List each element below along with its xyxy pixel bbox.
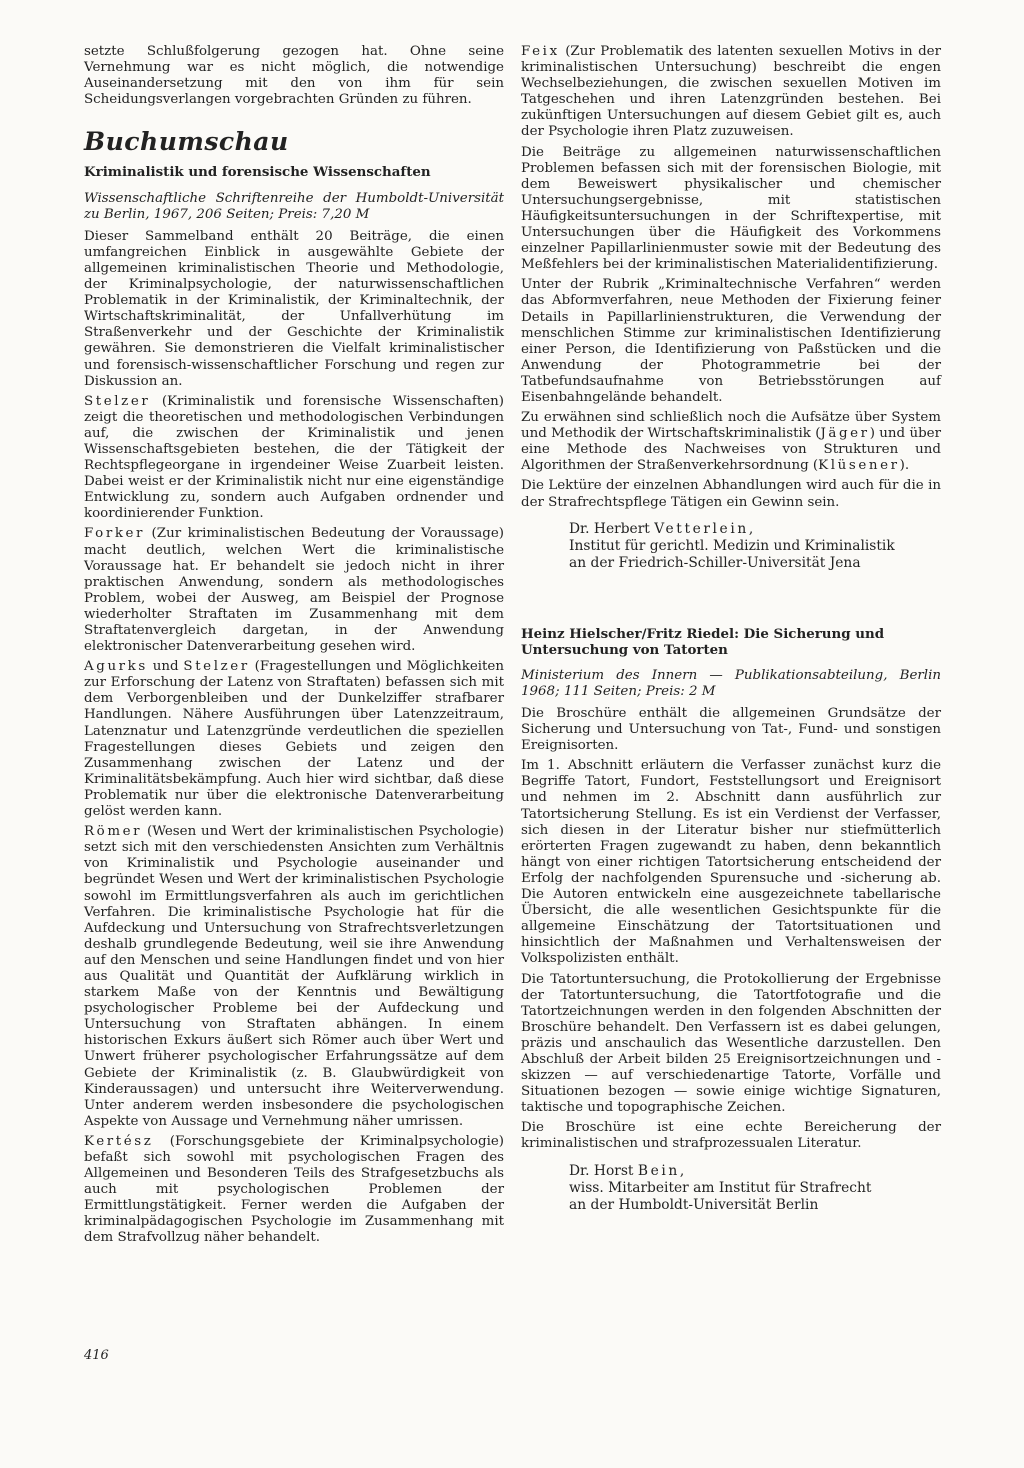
paragraph-brochure-conclusion: Die Broschüre ist eine echte Bereicherung der kriminalistischen und strafprozessualen Literatur. bbox=[521, 1120, 941, 1152]
paragraph-agurks-stelzer bbox=[84, 659, 504, 820]
paragraph-text: (Zur Problematik des latenten sexuellen Motivs in der kriminalistischen Untersuchung) beschreibt die engen Wechselbeziehungen, die zwischen sexuellen Motiven im Tatgeschehen und ihren Latenzgründen bestehen. Bei zukünftigen Untersuchungen auf diesem Gebiet gilt es, auch der Psychologie ihren Platz zuzuweisen. bbox=[521, 44, 941, 140]
left-column bbox=[84, 44, 504, 1251]
author-name: Agurks bbox=[84, 659, 148, 675]
paragraph-text: (Fragestellungen und Möglichkeiten zur Erforschung der Latenz von Straftaten) befassen sich mit dem Verborgenbleiben und der Dunkelziffer strafbarer Handlungen. Nähere Ausführungen über Latenzzeitraum, Latenznatur und Latenzgründe verdeutlichen die speziellen Fragestellungen dieses Gebiets und zeigen den Zusammenhang zwischen der Latenz und der Kriminalitätsbekämpfung. Auch hier wird sichtbar, daß diese Problematik nur über die elektronische Datenverarbeitung gelöst werden kann. bbox=[84, 659, 504, 820]
section-heading: Buchumschau bbox=[84, 127, 289, 157]
intro-paragraph: setzte Schlußfolgerung gezogen hat. Ohne seine Vernehmung war es nicht möglich, die notwendige Auseinandersetzung mit den von ihm für sein Scheidungsverlangen vorgebrachten Gründen zu führen. bbox=[84, 44, 504, 108]
signature-affiliation: an der Friedrich-Schiller-Universität Jena bbox=[569, 554, 861, 571]
review-title: Kriminalistik und forensische Wissenschaften bbox=[84, 164, 431, 181]
paragraph-text: Zu erwähnen sind schließlich noch die Aufsätze über System und Methodik der Wirtschaftskriminalistik ( bbox=[521, 410, 941, 442]
author-name: Stelzer bbox=[84, 393, 151, 409]
signature-title: Dr. Herbert bbox=[569, 520, 655, 537]
author-name: Feix bbox=[521, 44, 560, 59]
publication-info: Wissenschaftliche Schriftenreihe der Humboldt-Universität zu Berlin, 1967, 206 Seiten; Preis: 7,20 M bbox=[84, 190, 504, 222]
paragraph-text: ). bbox=[899, 458, 910, 474]
page-number: 416 bbox=[84, 1348, 109, 1363]
paragraph-technical: Unter der Rubrik „Kriminaltechnische Verfahren“ werden das Abformverfahren, neue Methoden der Fixierung feiner Details in Papillarlinienstrukturen, die Verwendung der menschlichen Stimme zur kriminalistischen Identifizierung einer Person, die Identifizierung von Paßstücken und die Anwendung der Photogrammetrie bei der Tatbefundsaufnahme von Betriebsstörungen auf Eisenbahngelände behandelt. bbox=[521, 277, 941, 405]
paragraph-further bbox=[521, 410, 941, 474]
author-name: Stelzer bbox=[183, 659, 250, 675]
paragraph-text: (Kriminalistik und forensische Wissenschaften) zeigt die theoretischen und methodologischen Verbindungen auf, die zwischen der Kriminalistik und jenen Wissenschaftsgebieten bestehen, die der Tätigkeit der Rechtspflegeorgane in irgendeiner Weise Zuarbeit leisten. Dabei weist er der Kriminalistik nicht nur eine eigenständige Entwicklung zu, sondern auch Aufgaben ordnender und koordinierender Funktion. bbox=[84, 393, 504, 522]
signature-title: Dr. Horst bbox=[569, 1162, 638, 1179]
author-name: Forker bbox=[84, 526, 146, 542]
paragraph-text: (Wesen und Wert der kriminalistischen Psychologie) setzt sich mit den verschiedensten Ansichten zum Verhältnis von Kriminalistik und Psychologie auseinander und begründet Wesen und Wert der kriminalistischen Psychologie sowohl im Ermittlungsverfahren als auch im gerichtlichen Verfahren. Die kriminalistische Psychologie hat für die Aufdeckung und Untersuchung von Strafrechtsverletzungen deshalb grundlegende Bedeutung, weil sie ihre Anwendung auf den Menschen und seine Handlungen findet und von hier aus Qualität und Quantität der Aufklärung wirklich in starkem Maße von der Kenntnis und Bewältigung psychologischer Probleme bei der Aufdeckung und Untersuchung von Straftaten abhängen. In einem historischen Exkurs äußert sich Römer auch über Wert und Unwert früherer psychologischer Erfahrungssätze auf dem Gebiete der Kriminalistik (z. B. Glaubwürdigkeit von Kinderaussagen) und untersucht ihre Weiterverwendung. Unter anderem werden insbesondere die psychologischen Aspekte von Aussage und Vernehmung näher umrissen. bbox=[84, 824, 504, 1129]
signature-affiliation: an der Humboldt-Universität Berlin bbox=[569, 1196, 819, 1213]
paragraph-feix bbox=[521, 44, 941, 141]
paragraph-kertesz bbox=[84, 1134, 504, 1247]
paragraph-conclusion: Die Lektüre der einzelnen Abhandlungen wird auch für die in der Strafrechtspflege Tätigen ein Gewinn sein. bbox=[521, 478, 941, 510]
review-title: Heinz Hielscher/Fritz Riedel: Die Sicherung und Untersuchung von Tatorten bbox=[521, 625, 885, 658]
signature-name: Vetterlein bbox=[654, 520, 749, 537]
paragraph-roemer bbox=[84, 824, 504, 1130]
paragraph-stelzer bbox=[84, 394, 504, 523]
paragraph-natural-science: Die Beiträge zu allgemeinen naturwissenschaftlichen Problemen befassen sich mit der forensischen Biologie, mit dem Beweiswert physikalischer und chemischer Untersuchungsergebnisse, mit statistischen Häufigkeitsuntersuchungen in der Schriftexpertise, mit Untersuchungen über die Häufigkeit des Vorkommens einzelner Papillarlinienmuster sowie mit der Bedeutung des Meßfehlers bei der kriminalistischen Materialidentifizierung. bbox=[521, 144, 941, 273]
signature-bein bbox=[569, 1163, 941, 1214]
author-name: Jäger bbox=[820, 426, 870, 442]
author-name: Römer bbox=[84, 824, 143, 840]
signature-name-line bbox=[569, 521, 941, 538]
paragraph-text: ) und über eine Methode des Nachweises von Strukturen und Algorithmen der Straßenverkehrsordnung ( bbox=[521, 426, 941, 474]
paragraph-brochure-investigation: Die Tatortuntersuchung, die Protokollierung der Ergebnisse der Tatortuntersuchung, die Tatortfotografie und die Tatortzeichnungen werden in den folgenden Abschnitten der Broschüre behandelt. Den Verfassern ist es dabei gelungen, präzis und anschaulich das Wesentliche darzustellen. Den Abschluß der Arbeit bilden 25 Ereignisortzeichnungen und -skizzen — auf verschiedenartige Tatorte, Vorfälle und Situationen bezogen — sowie einige wichtige Signaturen, taktische und topographische Zeichen. bbox=[521, 971, 941, 1116]
conjunction: und bbox=[147, 659, 184, 675]
signature-comma: , bbox=[748, 520, 754, 537]
spacer bbox=[521, 572, 941, 626]
author-name: Klüsener bbox=[818, 458, 900, 474]
paragraph-brochure-intro: Die Broschüre enthält die allgemeinen Grundsätze der Sicherung und Untersuchung von Tat-, Fund- und sonstigen Ereignisorten. bbox=[521, 706, 941, 754]
paragraph-summary: Dieser Sammelband enthält 20 Beiträge, die einen umfangreichen Einblick in ausgewählte Gebiete der allgemeinen kriminalistischen Theorie und Methodologie, der Kriminalpsychologie, der naturwissenschaftlichen Problematik in der Kriminalistik, der Kriminaltechnik, der Wirtschaftskriminalität, der Unfallverhütung im Straßenverkehr und der Geschichte der Kriminalistik gewähren. Sie demonstrieren die Vielfalt kriminalistischer und forensisch-wissenschaftlicher Forschung und regen zur Diskussion an. bbox=[84, 228, 504, 389]
paragraph-forker bbox=[84, 526, 504, 655]
signature-comma: , bbox=[679, 1162, 685, 1179]
signature-affiliation: Institut für gerichtl. Medizin und Kriminalistik bbox=[569, 537, 895, 554]
publication-info: Ministerium des Innern — Publikationsabteilung, Berlin 1968; 111 Seiten; Preis: 2 M bbox=[521, 667, 941, 699]
signature-name-line bbox=[569, 1163, 941, 1180]
signature-affiliation: wiss. Mitarbeiter am Institut für Strafrecht bbox=[569, 1179, 872, 1196]
author-name: Kertész bbox=[84, 1133, 154, 1149]
signature-vetterlein bbox=[569, 521, 941, 572]
signature-name: Bein bbox=[637, 1162, 680, 1179]
right-column bbox=[521, 44, 941, 1214]
paragraph-brochure-sections: Im 1. Abschnitt erläutern die Verfasser zunächst kurz die Begriffe Tatort, Fundort, Feststellungsort und Ereignisort und nehmen im 2. Abschnitt dann ausführlich zur Tatortsicherung Stellung. Es ist ein Verdienst der Verfasser, sich diesen in der Literatur bisher nur stiefmütterlich erörterten Fragen zugewandt zu haben, denn bekanntlich hängt von einer richtigen Tatortsicherung entscheidend der Erfolg der nachfolgenden Spurensuche und -sicherung ab. Die Autoren entwickeln eine ausgezeichnete tabellarische Übersicht, die alle wesentlichen Gesichtspunkte für die allgemeine Einschätzung der Tatortsituationen und hinsichtlich der Maßnahmen und Verhaltensweisen der Volkspolizisten enthält. bbox=[521, 758, 941, 967]
paragraph-text: (Zur kriminalistischen Bedeutung der Voraussage) macht deutlich, welchen Wert die kriminalistische Voraussage hat. Er behandelt sie jedoch nicht in ihrer praktischen Anwendung, sondern als methodologisches Problem, wobei der Ausweg, am Beispiel der Prognose wiederholter Straftaten im Zusammenhang mit dem Straftatenvergleich dargetan, in der Anwendung elektronischer Datenverarbeitung gesehen wird. bbox=[84, 526, 504, 655]
paragraph-text: (Forschungsgebiete der Kriminalpsychologie) befaßt sich sowohl mit psychologischen Fragen des Allgemeinen und Besonderen Teils des Strafgesetzbuchs als auch mit psychologischen Problemen der Ermittlungstätigkeit. Ferner werden die Aufgaben der kriminalpädagogischen Psychologie im Zusammenhang mit dem Strafvollzug näher behandelt. bbox=[84, 1133, 504, 1246]
